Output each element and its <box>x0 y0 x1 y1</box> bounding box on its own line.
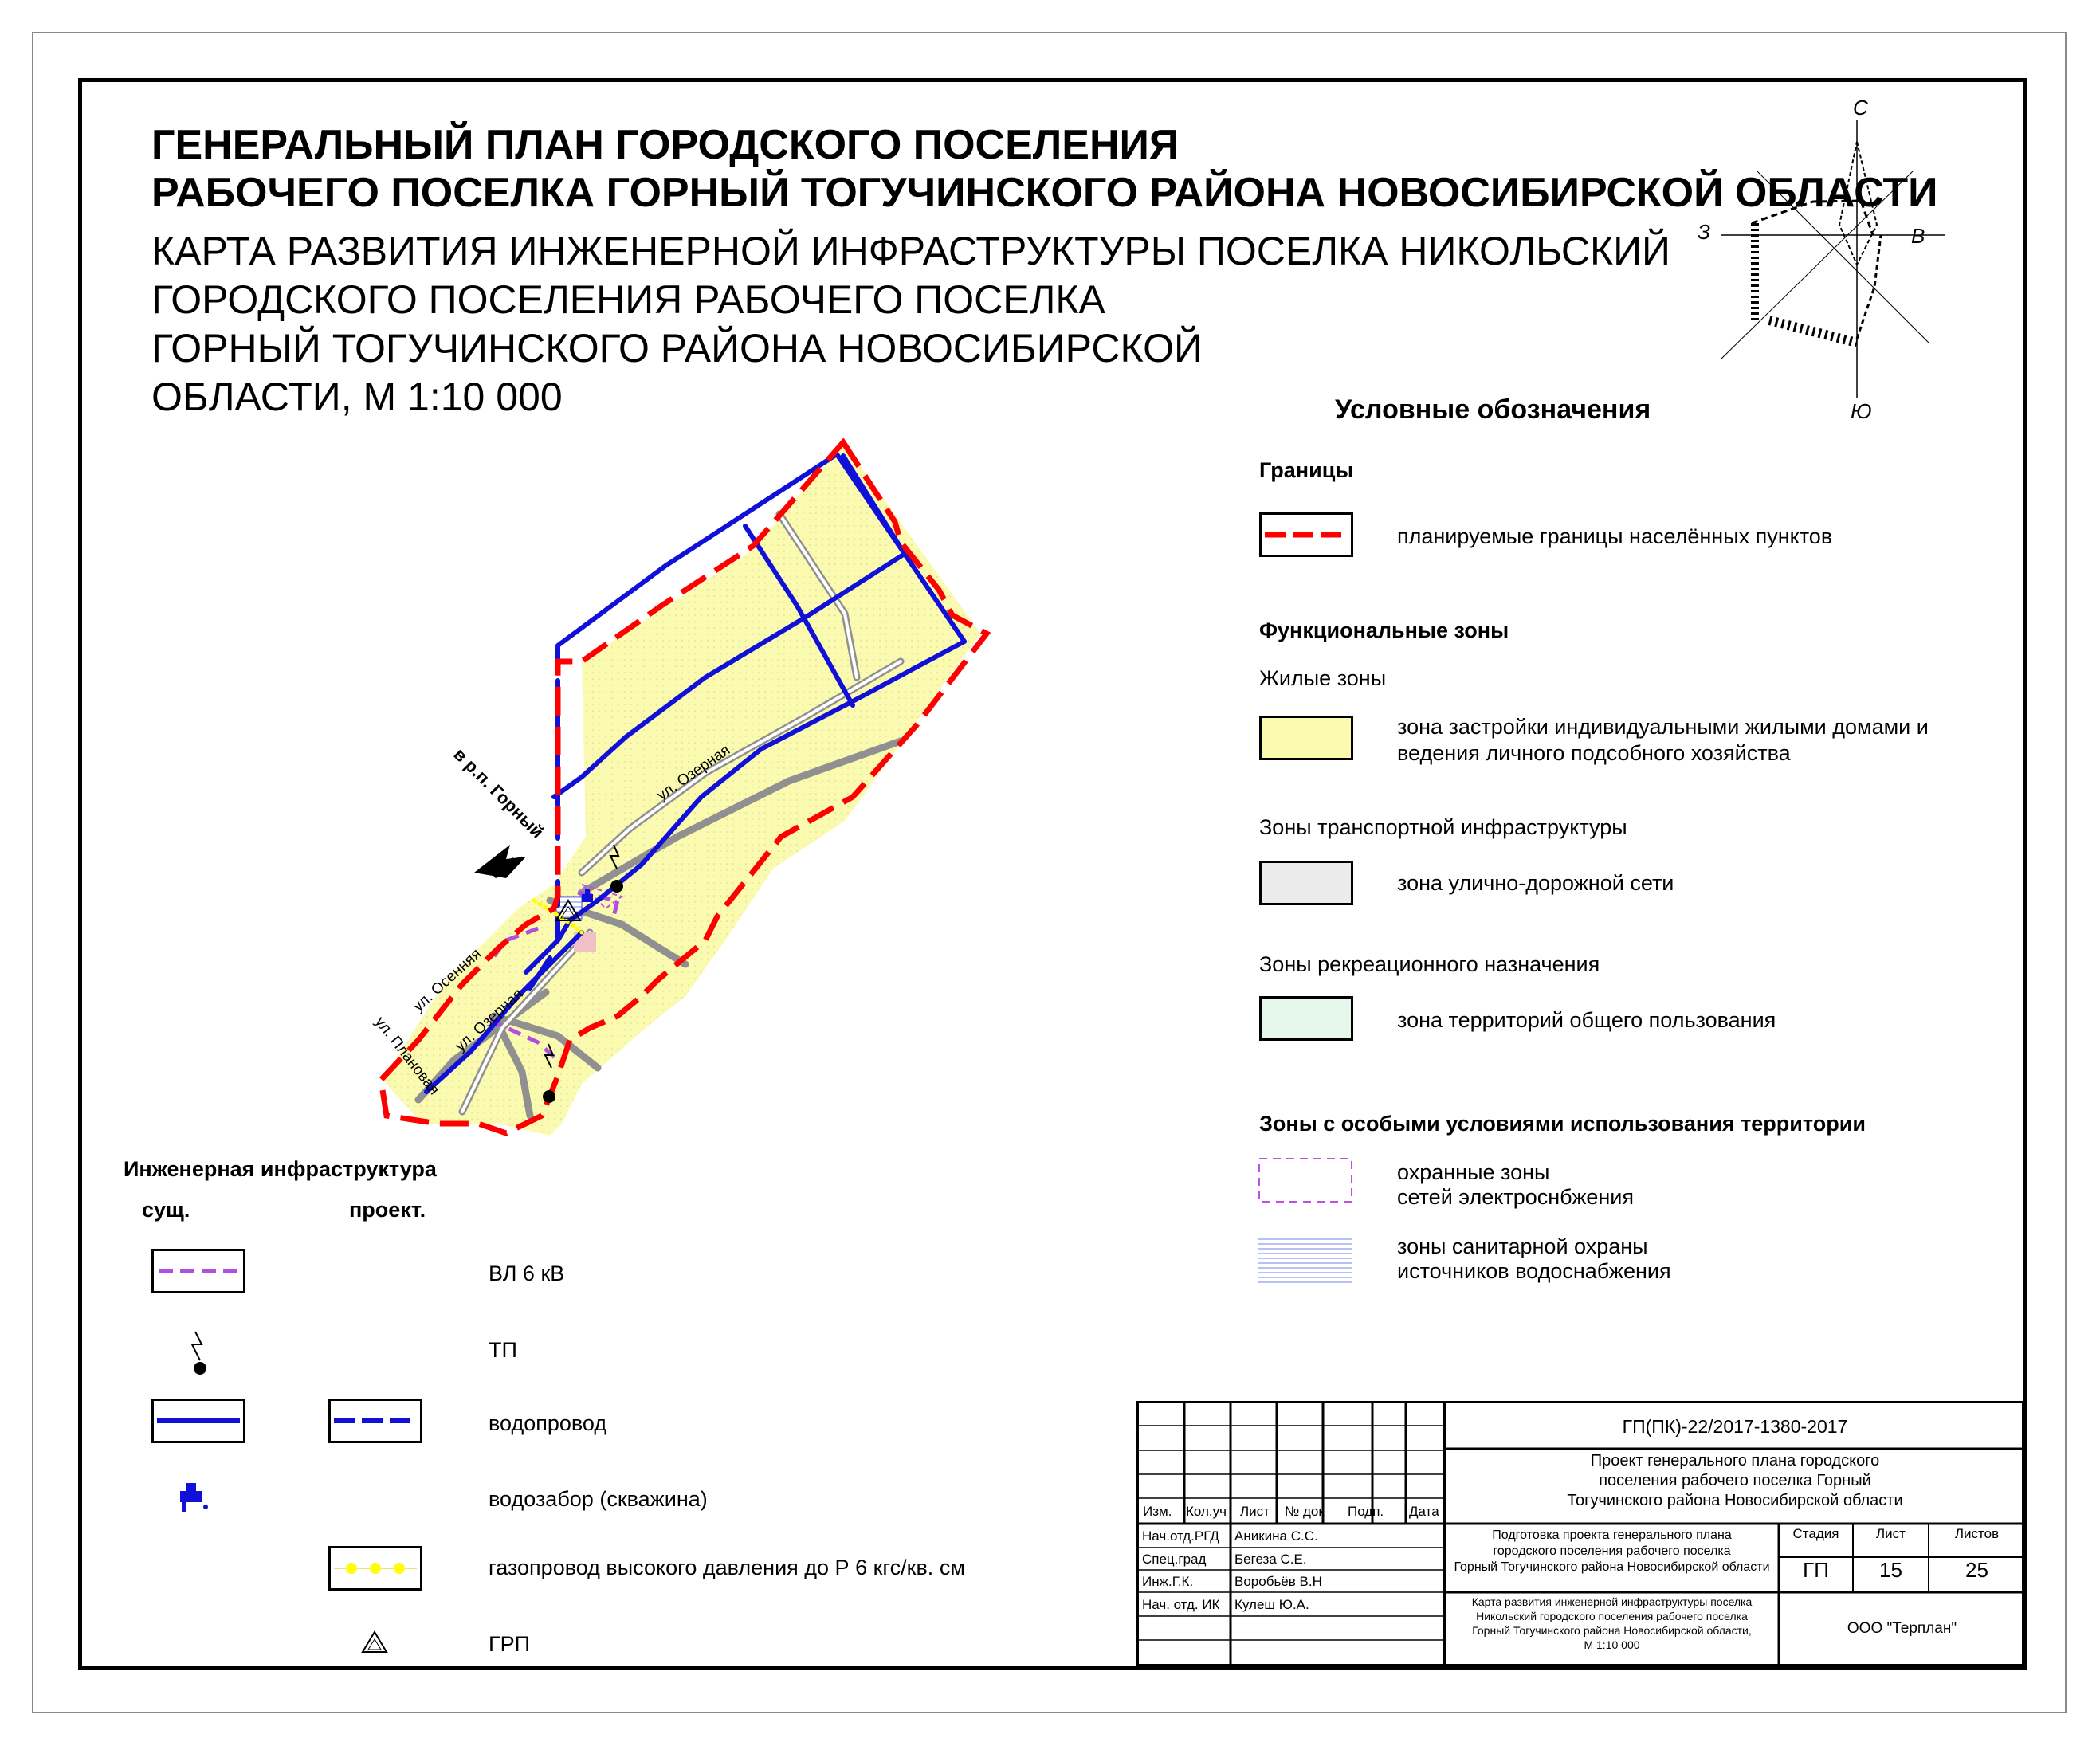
tb-prep-3: Горный Тогучинского района Новосибирской области <box>1454 1560 1770 1574</box>
legend-zones-heading: Функциональные зоны <box>1259 618 1509 642</box>
swatch-power-zone <box>1258 1157 1355 1205</box>
legend-power-zone-1: охранные зоны <box>1397 1160 1550 1184</box>
tb-map-2: Никольский городского поселения рабочего поселка <box>1476 1610 1748 1622</box>
map-area <box>343 422 1012 1156</box>
swatch-power-line <box>151 1249 245 1293</box>
swatch-residential <box>1259 716 1353 760</box>
eng-item-water: водопровод <box>489 1411 607 1435</box>
tb-header: Лист <box>1240 1504 1270 1519</box>
tb-map-4: М 1:10 000 <box>1584 1638 1640 1651</box>
legend-boundary-text: планируемые границы населённых пунктов <box>1397 524 1833 548</box>
eng-item-gas: газопровод высокого давления до Р 6 кгс/кв. см <box>489 1556 965 1579</box>
swatch-transport <box>1259 861 1353 905</box>
title-line-5: ГОРНЫЙ ТОГУЧИНСКОГО РАЙОНА НОВОСИБИРСКОЙ <box>151 326 1203 371</box>
tb-header: Кол.уч <box>1186 1504 1227 1519</box>
tb-prep-2: городского поселения рабочего поселка <box>1493 1544 1731 1558</box>
title-line-1: ГЕНЕРАЛЬНЫЙ ПЛАН ГОРОДСКОГО ПОСЕЛЕНИЯ <box>151 122 1180 168</box>
swatch-recreation <box>1259 996 1353 1041</box>
eng-item-power: ВЛ 6 кВ <box>489 1261 565 1285</box>
tb-org: ООО "Терплан" <box>1847 1620 1957 1637</box>
legend-residential-text-1: зона застройки индивидуальными жилыми домами и <box>1397 715 1929 739</box>
tb-project-3: Тогучинского района Новосибирской области <box>1567 1492 1903 1509</box>
tb-sheet: 15 <box>1879 1558 1902 1582</box>
tb-sheet-label: Лист <box>1876 1526 1906 1541</box>
legend-heading: Условные обозначения <box>1335 394 1651 425</box>
tb-name: Аникина С.С. <box>1234 1528 1318 1544</box>
direction-arrow <box>474 845 526 878</box>
eng-heading: Инженерная инфраструктура <box>124 1157 437 1181</box>
compass-east: В <box>1911 224 1925 248</box>
street-label: ул. Плановая <box>371 1014 443 1098</box>
eng-item-well: водозабор (скважина) <box>489 1487 708 1511</box>
tb-map-1: Карта развития инженерной инфраструктуры поселка <box>1471 1595 1753 1608</box>
tb-prep-1: Подготовка проекта генерального плана <box>1492 1528 1732 1542</box>
tb-sheets-label: Листов <box>1954 1526 2000 1541</box>
legend-residential-text-2: ведения личного подсобного хозяйства <box>1397 741 1791 765</box>
eng-item-grp: ГРП <box>489 1632 531 1656</box>
tb-code: ГП(ПК)-22/2017-1380-2017 <box>1622 1416 1848 1437</box>
legend-power-zone-2: сетей электроснбжения <box>1397 1185 1635 1209</box>
tb-role: Инж.Г.К. <box>1142 1574 1194 1589</box>
tb-header: Изм. <box>1143 1504 1172 1519</box>
tb-map-3: Горный Тогучинского района Новосибирской области, <box>1472 1624 1752 1637</box>
tb-name: Воробьёв В.Н <box>1234 1574 1322 1589</box>
tb-role: Нач. отд. ИК <box>1142 1597 1220 1612</box>
tb-sheets: 25 <box>1965 1558 1988 1582</box>
title-line-4: ГОРОДСКОГО ПОСЕЛЕНИЯ РАБОЧЕГО ПОСЕЛКА <box>151 277 1105 322</box>
compass-south: Ю <box>1851 399 1872 422</box>
tb-stage-label: Стадия <box>1792 1526 1839 1541</box>
title-line-3: КАРТА РАЗВИТИЯ ИНЖЕНЕРНОЙ ИНФРАСТРУКТУРЫ ПОСЕЛКА НИКОЛЬСКИЙ <box>151 229 1670 273</box>
swatch-gas <box>328 1546 422 1591</box>
eng-col-existing: сущ. <box>142 1198 190 1222</box>
well-icon <box>175 1478 215 1515</box>
grp-icon <box>360 1630 389 1655</box>
tb-project-2: поселения рабочего поселка Горный <box>1599 1472 1871 1489</box>
street-label: ул. Озерная <box>452 985 527 1055</box>
direction-label: в р.п. Горный <box>449 744 548 842</box>
compass-rose <box>1690 96 1953 422</box>
legend-residential-heading: Жилые зоны <box>1259 666 1387 690</box>
legend-water-zone-1: зоны санитарной охраны <box>1397 1234 1648 1258</box>
legend-transport-heading: Зоны транспортной инфраструктуры <box>1259 815 1627 839</box>
tb-stage: ГП <box>1803 1558 1829 1582</box>
street-label: ул. Озерная <box>654 741 734 805</box>
legend-borders-heading: Границы <box>1259 458 1354 482</box>
swatch-water-project <box>328 1399 422 1443</box>
swatch-water-existing <box>151 1399 245 1443</box>
tb-header: № док <box>1285 1504 1325 1519</box>
compass-north: С <box>1853 96 1868 120</box>
street-label: ул. Осенняя <box>410 945 485 1015</box>
eng-item-tp: ТП <box>489 1338 517 1362</box>
tb-name: Кулеш Ю.А. <box>1234 1597 1309 1612</box>
legend-recreation-heading: Зоны рекреационного назначения <box>1259 952 1600 976</box>
tb-header: Дата <box>1409 1504 1439 1519</box>
compass-west: З <box>1698 220 1710 244</box>
tb-role: Нач.отд.РГД <box>1142 1528 1219 1544</box>
legend-recreation-text: зона территорий общего пользования <box>1397 1008 1776 1032</box>
tb-project-1: Проект генерального плана городского <box>1590 1452 1880 1469</box>
title-line-6: ОБЛАСТИ, М 1:10 000 <box>151 375 563 419</box>
eng-col-project: проект. <box>349 1198 426 1222</box>
tb-name: Бегеза С.Е. <box>1234 1552 1307 1567</box>
legend-transport-text: зона улично-дорожной сети <box>1397 871 1674 895</box>
title-line-2: РАБОЧЕГО ПОСЕЛКА ГОРНЫЙ ТОГУЧИНСКОГО РАЙОНА НОВОСИБИРСКОЙ ОБЛАСТИ <box>151 170 1938 216</box>
tb-header: Подп. <box>1348 1504 1384 1519</box>
swatch-water-zone <box>1258 1237 1355 1288</box>
tb-role: Спец.град <box>1142 1552 1207 1567</box>
legend-water-zone-2: источников водоснабжения <box>1397 1259 1671 1283</box>
tp-icon <box>187 1327 211 1379</box>
legend-special-heading: Зоны с особыми условиями использования территории <box>1259 1112 1866 1136</box>
swatch-boundary <box>1259 512 1353 557</box>
